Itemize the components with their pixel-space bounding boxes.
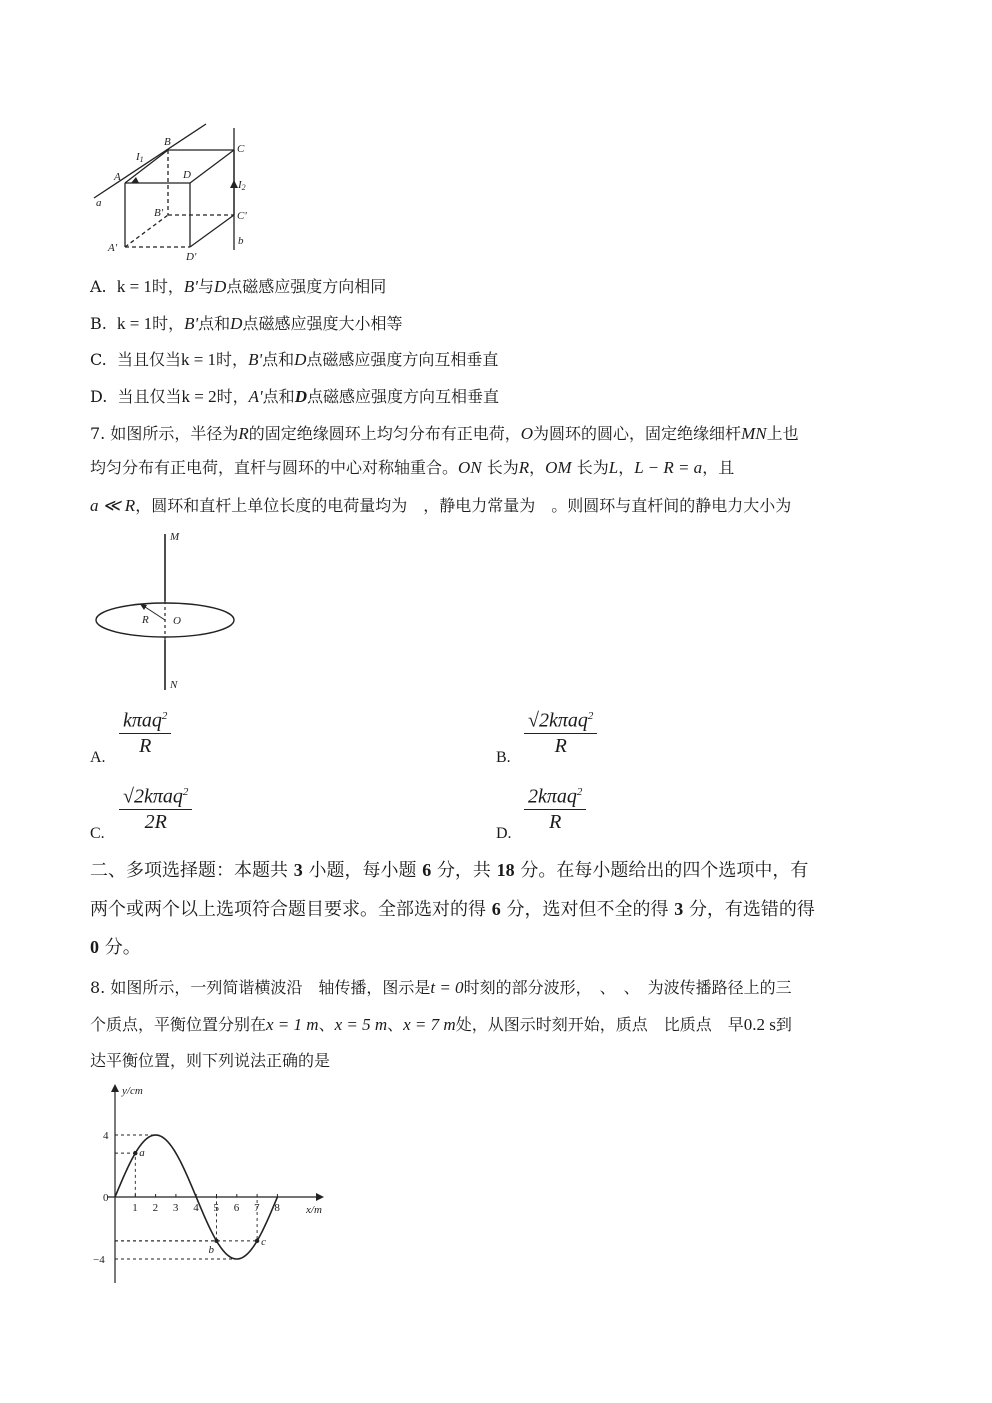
ring-rod-figure [92,528,242,693]
x-axis-arrow [316,1193,324,1201]
x-tick-label: 7 [254,1202,260,1214]
x-tick-label: 3 [172,1202,179,1214]
q8-line-1: 8. 如图所示，一列简谐横波沿 轴传播，图示是t = 0时刻的部分波形， 、 、 为波传播路径上的三 [90,978,792,997]
label-M: M [170,531,180,543]
label-C1: C' [237,210,247,222]
q7-line-2: 均匀分布有正电荷，直杆与圆环的中心对称轴重合。ON 长为R，OM 长为L，L − R = a，且 [90,458,735,477]
label-I2: I2 [238,179,246,192]
q7-option-b-fraction: √2kπaq$^2$ R [524,704,597,758]
q6-option-b: B. k = 1时，B'点和D点磁感应强度大小相等 [90,314,403,333]
q7-option-c-label: C. [90,825,105,842]
y-axis-label: y/cm [122,1085,143,1097]
q7-option-d-label: D. [496,825,512,842]
label-B1: B' [154,207,164,219]
guide-point-b [115,1197,217,1241]
label-O: O [173,615,181,627]
point-c [255,1239,259,1243]
y-tick-label: 4 [103,1130,109,1142]
x-tick-label: 5 [213,1202,219,1214]
label-C: C [237,143,245,155]
q7-option-c-fraction: √2kπaq$^2$ 2R [119,780,192,834]
x-tick-label: 8 [274,1202,280,1214]
q6-option-c: C. 当且仅当k = 1时，B'点和D点磁感应强度方向互相垂直 [90,350,499,369]
point-label-b: b [208,1243,214,1256]
q7-option-d-fraction: 2kπaq$^2$ R [524,780,586,834]
q6-option-a: A. k = 1时，B'与D点磁感应强度方向相同 [90,277,387,296]
wave-chart [88,1078,338,1288]
q8-line-3: 达平衡位置，则下列说法正确的是 [90,1051,331,1070]
label-a: a [96,197,102,209]
section2-line-1: 二、多项选择题：本题共 3 小题，每小题 6 分，共 18 分。在每小题给出的四个选项中，有 [90,860,809,881]
q7-option-a-label: A. [90,749,106,766]
q7-line-3: a ≪ R，圆环和直杆上单位长度的电荷量均为 ，静电力常量为 。则圆环与直杆间的静电力大小为 [90,496,792,515]
section2-line-3: 0 分。 [90,937,141,958]
q7-option-b-label: B. [496,749,511,766]
y-axis-arrow [111,1084,119,1092]
label-R: R [142,614,149,626]
y-tick-label: 0 [103,1192,109,1204]
point-a [133,1151,137,1155]
label-B: B [164,136,171,148]
label-b: b [238,235,244,247]
point-label-a: a [139,1147,145,1160]
y-tick-label: −4 [93,1254,105,1266]
label-I1: I1 [136,151,144,164]
section2-line-2: 两个或两个以上选项符合题目要求。全部选对的得 6 分，选对但不全的得 3 分，有选错的得 [90,899,815,920]
label-D1: D' [186,251,197,262]
point-b [214,1239,218,1243]
label-A1: A' [108,242,118,254]
label-N: N [170,679,178,691]
label-A: A [114,171,121,183]
q6-option-d: D. 当且仅当k = 2时，A'点和D点磁感应强度方向互相垂直 [90,387,499,406]
q8-line-2: 个质点，平衡位置分别在x = 1 m、x = 5 m、x = 7 m处，从图示时刻开始，质点 比质点 早0.2 s到 [90,1015,792,1034]
cube-wire-figure [88,120,258,262]
x-tick-label: 1 [132,1202,138,1214]
q7-line-1: 7. 如图所示，半径为R的固定绝缘圆环上均匀分布有正电荷，O为圆环的圆心，固定绝缘细杆MN上也 [90,424,799,443]
x-tick-label: 2 [152,1202,159,1214]
x-tick-label: 6 [233,1202,240,1214]
q7-option-a-fraction: kπaq$^2$ R [119,704,171,758]
point-label-c: c [261,1235,266,1248]
x-tick-label: 4 [193,1202,199,1214]
label-D: D [183,169,191,181]
x-axis-label: x/m [306,1204,322,1216]
